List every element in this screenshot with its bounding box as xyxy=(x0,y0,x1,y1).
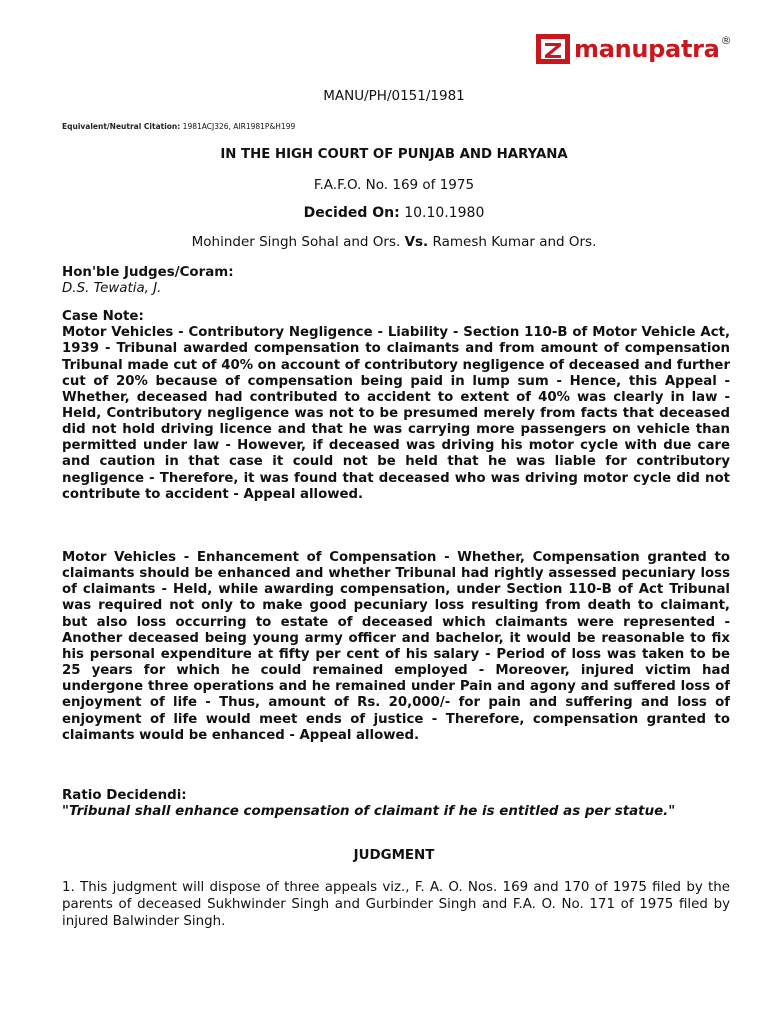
manupatra-logo-icon xyxy=(536,34,570,64)
citation-value: 1981ACJ326, AIR1981P&H199 xyxy=(182,122,296,131)
parties xyxy=(60,234,728,250)
respondent: Ramesh Kumar and Ors. xyxy=(432,234,597,250)
appellant: Mohinder Singh Sohal and Ors. xyxy=(191,234,401,250)
judges-label: Hon'ble Judges/Coram: xyxy=(62,265,234,280)
case-note-label: Case Note: xyxy=(62,309,144,324)
judgment-body xyxy=(62,879,730,930)
case-number: F.A.F.O. No. 169 of 1975 xyxy=(313,177,475,193)
case-note-paragraph-1: Motor Vehicles - Contributory Negligence - Liability - Section 110-B of Motor Vehicle Act, 1939 - Tribunal awarded compensation to claimants and from amount of compensation Tribunal made cut of 40% on account of contributory negligence of deceased and further cut of 20% because of compensation being paid in lump sum - Hence, this Appeal - Whether, deceased had contributed to accident to extent of 40% was clearly in law - Held, Contributory negligence was not to be presumed merely from facts that deceased did not hold driving licence and that he was carrying more passengers on vehicle than permitted under law - However, if deceased was driving his motor cycle with due care and caution in that case it could not be held that he was liable for contributory negligence - Therefore, it was found that deceased who was driving motor cycle did not contribute to accident - Appeal allowed. xyxy=(62,325,731,502)
ratio-text: "Tribunal shall enhance compensation of claimant if he is entitled as per statue." xyxy=(62,804,676,820)
equivalent-citation xyxy=(62,122,295,131)
case-note-section xyxy=(62,309,730,503)
court-name: IN THE HIGH COURT OF PUNJAB AND HARYANA xyxy=(220,147,568,162)
logo-registered-mark: ® xyxy=(720,34,732,47)
judgment-heading: JUDGMENT xyxy=(353,848,435,863)
ratio-label: Ratio Decidendi: xyxy=(62,788,187,803)
decided-label: Decided On: xyxy=(303,205,400,221)
judges-section xyxy=(62,265,730,297)
decided-date: 10.10.1980 xyxy=(404,205,485,221)
case-note-paragraph-2: Motor Vehicles - Enhancement of Compensation - Whether, Compensation granted to claimants should be enhanced and whether Tribunal had rightly assessed pecuniary loss of claimants - Held, while awarding compensation, under Section 110-B of Act Tribunal was required not only to make good pecuniary loss resulting from death to claimant, but also loss occurring to estate of deceased which claimants were represented - Another deceased being young army officer and bachelor, it would be reasonable to fix his personal expenditure at fifty per cent of his salary - Period of loss was taken to be 25 years for which he could remained employed - Moreover, injured victim had undergone three operations and he remained under Pain and agony and suffered loss of enjoyment of life - Thus, amount of Rs. 20,000/- for pain and suffering and loss of enjoyment of life would meet ends of justice - Therefore, compensation granted to claimants would be enhanced - Appeal allowed. xyxy=(62,550,730,743)
manupatra-logo xyxy=(536,32,732,66)
judgment-paragraph-1: 1. This judgment will dispose of three appeals viz., F. A. O. Nos. 169 and 170 of 1975 filed by the parents of deceased Sukhwinder Singh and Gurbinder Singh and F.A. O. No. 171 of 1975 filed by injured Balwinder Singh. xyxy=(62,880,730,929)
citation-label: Equivalent/Neutral Citation: xyxy=(62,122,181,131)
ratio-section xyxy=(62,788,730,820)
case-note-paragraph-2-block xyxy=(62,550,730,744)
manu-citation-id: MANU/PH/0151/1981 xyxy=(323,88,465,104)
versus: Vs. xyxy=(404,234,429,250)
logo-wordmark: manupatra xyxy=(574,35,720,63)
judges-names: D.S. Tewatia, J. xyxy=(62,281,162,297)
decided-on xyxy=(60,205,728,221)
